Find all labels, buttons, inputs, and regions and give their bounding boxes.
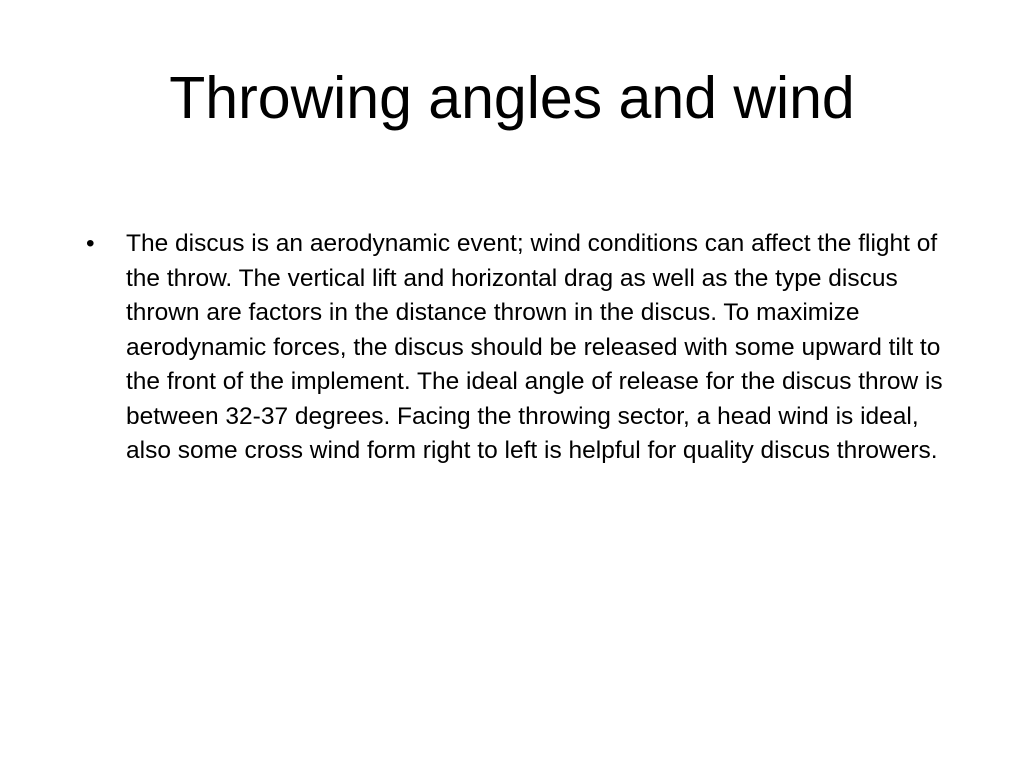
slide-title: Throwing angles and wind	[169, 65, 855, 131]
bullet-item	[86, 227, 956, 469]
bullet-list	[86, 227, 956, 469]
bullet-marker: •	[86, 230, 95, 257]
bullet-text: The discus is an aerodynamic event; wind conditions can affect the flight of the throw. The vertical lift and horizontal drag as well as the type discus thrown are factors in the distance thrown in the discus. To maximize aerodynamic forces, the discus should be released with some upward tilt to the front of the implement. The ideal angle of release for the discus throw is between 32-37 degrees. Facing the throwing sector, a head wind is ideal, also some cross wind form right to left is helpful for quality discus throwers.	[126, 230, 943, 464]
